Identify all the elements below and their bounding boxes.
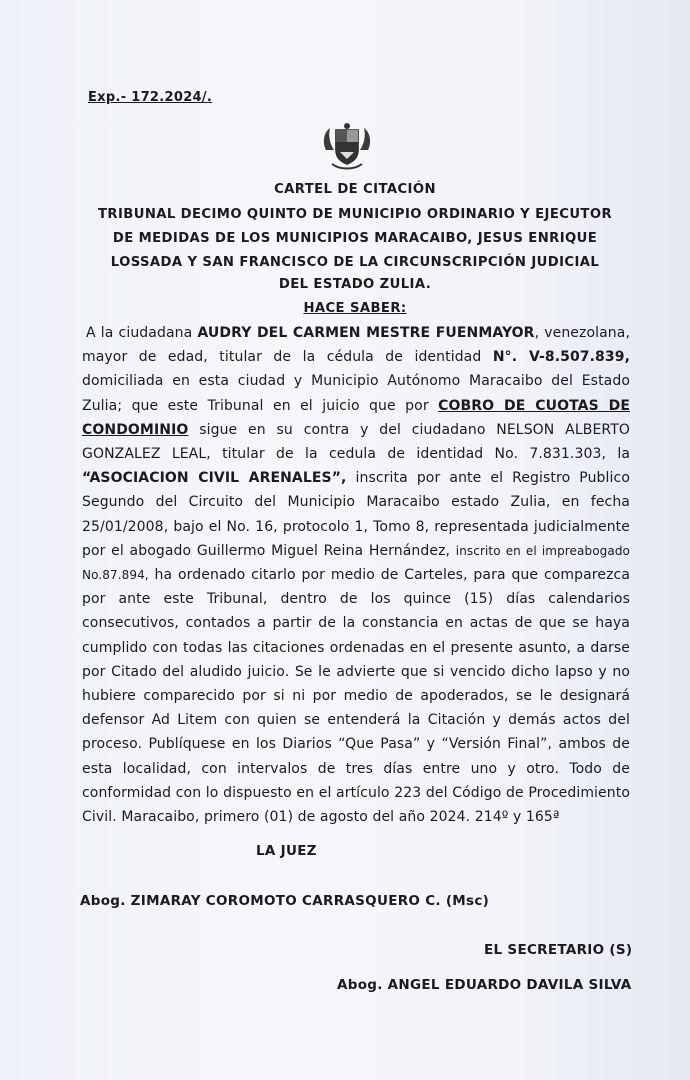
cedula-number: N°. V-8.507.839, bbox=[492, 349, 630, 366]
document-title: CARTEL DE CITACIÓN bbox=[274, 182, 436, 197]
association-name: “ASOCIACION CIVIL ARENALES”, bbox=[82, 470, 347, 487]
inpreabogado-number: inscrito en el impreabogado No.87.894, bbox=[82, 543, 630, 583]
court-name-line: TRIBUNAL DECIMO QUINTO DE MUNICIPIO ORDINARIO Y EJECUTOR bbox=[98, 207, 612, 222]
body-text-segment: A la ciudadana bbox=[86, 325, 198, 341]
body-text-segment: inscrita por ante el Registro Publico Segundo del Circuito del Municipio Maracaibo estado Zulia, en fecha 25/01/2008, bajo el No. 16, protocolo 1, Tomo 8, representada judicialmente por el abogado Guillermo Miguel Reina Hernández, bbox=[82, 470, 630, 559]
secretary-name: Abog. ANGEL EDUARDO DAVILA SILVA bbox=[337, 977, 632, 993]
hace-saber-heading: HACE SABER: bbox=[303, 301, 407, 316]
body-text-segment: domiciliada en esta ciudad y Municipio Autónomo Maracaibo del Estado Zulia; que este Tribunal en el juicio que por bbox=[82, 373, 630, 414]
secretary-title: EL SECRETARIO (S) bbox=[484, 942, 633, 958]
body-text-segment: ha ordenado citarlo por medio de Carteles, para que comparezca por ante este Tribunal, dentro de los quince (15) días calendarios consecutivos, contados a partir de la constancia en actas de que se haya cumplido con todas las citaciones ordenadas en el presente asunto, a darse por Citado del aludido juicio. Se le advierte que si vencido dicho lapso y no hubiere comparecido por si ni por medio de apoderados, se le designará defensor Ad Litem con quien se entenderá la Citación y demás actos del proceso. Publíquese en los Diarios “Que Pasa” y “Versión Final”, ambos de esta localidad, con intervalos de tres días entre uno y otro. Todo de conformidad con lo dispuesto en el artículo 223 del Código de Procedimiento Civil. Maracaibo, primero (01) de agosto del año 2024. 214º y 165ª bbox=[82, 567, 630, 826]
body-text-segment: sigue en su contra y del ciudadano NELSON ALBERTO GONZALEZ LEAL, titular de la cedula de identidad No. 7.831.303, la bbox=[82, 421, 630, 463]
case-type: COBRO DE CUOTAS DE CONDOMINIO bbox=[82, 397, 630, 438]
expediente-number: Exp.- 172.2024/. bbox=[88, 90, 213, 105]
judge-name: Abog. ZIMARAY COROMOTO CARRASQUERO C. (Msc) bbox=[80, 893, 490, 909]
judge-title: LA JUEZ bbox=[256, 843, 317, 859]
notice-body bbox=[82, 321, 630, 829]
body-text-segment: , venezolana, mayor de edad, titular de la cédula de identidad bbox=[82, 325, 630, 366]
defendant-name: AUDRY DEL CARMEN MESTRE FUENMAYOR bbox=[197, 325, 535, 341]
court-name-line: LOSSADA Y SAN FRANCISCO DE LA CIRCUNSCRIPCIÓN JUDICIAL bbox=[110, 255, 600, 270]
court-name-line: DE MEDIDAS DE LOS MUNICIPIOS MARACAIBO, JESUS ENRIQUE bbox=[112, 231, 598, 246]
coat-of-arms-icon bbox=[318, 120, 376, 172]
court-name-line: DEL ESTADO ZULIA. bbox=[278, 277, 432, 292]
